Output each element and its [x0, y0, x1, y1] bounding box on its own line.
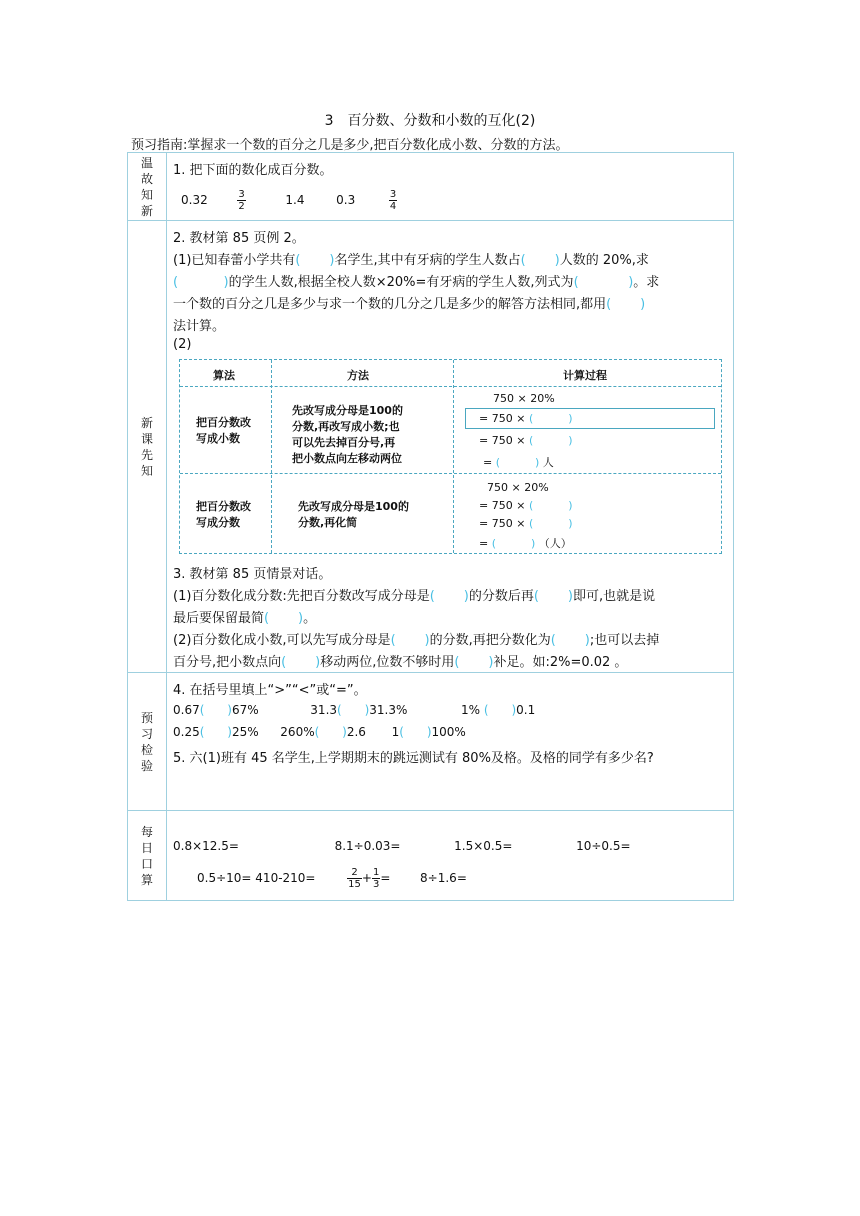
- row1-method-b: 分数,再改写成小数;也: [292, 420, 400, 433]
- paragraph-2-2-label: (2): [173, 337, 192, 352]
- question-3: 3. 教材第 85 页情景对话。: [173, 567, 332, 582]
- section-check: [128, 673, 734, 811]
- fraction-3-4: $\frac{3}{4}$: [389, 189, 397, 212]
- row2-expr-3: = 750 × ( ): [479, 517, 573, 530]
- row1-algorithm-a: 把百分数改: [196, 416, 251, 429]
- page-title: 3 百分数、分数和小数的互化(2): [324, 113, 536, 129]
- section-new: [128, 221, 734, 673]
- paragraph-2-1-line2: ( )的学生人数,根据全校人数×20%=有牙病的学生人数,列式为( )。求: [173, 275, 660, 290]
- compare-row-1: 0.67( )67% 31.3( )31.3% 1% ( )0.1: [173, 703, 536, 717]
- question-2: 2. 教材第 85 页例 2。: [173, 231, 305, 246]
- worksheet-table: [127, 152, 734, 901]
- paragraph-3-2-line1: (2)百分数化成小数,可以先写成分母是( )的分数,再把分数化为( );也可以去掉: [173, 633, 660, 648]
- row1-expr-2: = 750 × ( ): [479, 412, 573, 425]
- row1-method-a: 先改写成分母是100的: [292, 404, 403, 417]
- paragraph-3-1-line2: 最后要保留最简( )。: [173, 611, 317, 626]
- row2-expr-4: = ( ) （人）: [479, 537, 572, 550]
- number-0-32: 0.32: [181, 193, 208, 207]
- row2-expr-2: = 750 × ( ): [479, 499, 573, 512]
- side-label-review: 温故知新: [128, 153, 167, 221]
- number-0-3: 0.3: [336, 193, 356, 207]
- row1-method-c: 可以先去掉百分号,再: [292, 436, 396, 449]
- review-numbers: [181, 189, 397, 212]
- paragraph-2-1-line3: 一个数的百分之几是多少与求一个数的几分之几是多少的解答方法相同,都用( ): [173, 297, 646, 312]
- section-review: [128, 153, 734, 221]
- question-4: 4. 在括号里填上“>”“<”或“=”。: [173, 683, 367, 698]
- row2-algorithm-a: 把百分数改: [196, 500, 251, 513]
- row1-expr-1: 750 × 20%: [493, 392, 555, 405]
- side-label-new: 新课先知: [128, 221, 167, 673]
- section-daily: [128, 811, 734, 901]
- header-algorithm: 算法: [213, 369, 235, 382]
- paragraph-3-2-line2: 百分号,把小数点向( )移动两位,位数不够时用( )补足。如:2%=0.02 。: [173, 655, 628, 670]
- header-process: 计算过程: [563, 369, 607, 382]
- row1-expr-3: = 750 × ( ): [479, 434, 573, 447]
- mental-row-2: 0.5÷10= 410-210= $\frac{2}{15}$ + $\frac{1}{3}$ = 8÷1.6=: [197, 867, 467, 890]
- side-label-check: 预习检验: [128, 673, 167, 811]
- row1-method-d: 把小数点向左移动两位: [292, 452, 402, 465]
- daily-body: [167, 811, 734, 901]
- row2-algorithm-b: 写成分数: [196, 516, 240, 529]
- algorithm-table: [179, 359, 722, 554]
- row2-expr-1: 750 × 20%: [487, 481, 549, 494]
- row2-method-a: 先改写成分母是100的: [298, 500, 409, 513]
- row1-algorithm-b: 写成小数: [196, 432, 240, 445]
- fraction-3-2: $\frac{3}{2}$: [238, 189, 245, 212]
- fraction-2-15: $\frac{2}{15}$: [348, 867, 361, 890]
- check-body: [167, 673, 734, 811]
- mental-row-1: 0.8×12.5= 8.1÷0.03= 1.5×0.5= 10÷0.5=: [173, 839, 631, 853]
- paragraph-3-1-line1: (1)百分数化成分数:先把百分数改写成分母是( )的分数后再( )即可,也就是说: [173, 589, 656, 604]
- compare-row-2: 0.25( )25% 260%( )2.6 1( )100%: [173, 725, 466, 739]
- number-1-4: 1.4: [285, 193, 305, 207]
- row2-method-b: 分数,再化简: [298, 516, 358, 529]
- question-5: 5. 六(1)班有 45 名学生,上学期期末的跳远测试有 80%及格。及格的同学有多少名?: [173, 751, 654, 766]
- paragraph-2-1-line1: (1)已知春蕾小学共有( )名学生,其中有牙病的学生人数占( )人数的 20%,求: [173, 253, 649, 268]
- fraction-1-3: $\frac{1}{3}$: [372, 867, 380, 890]
- review-body: [167, 153, 734, 221]
- row1-expr-4: = ( ) 人: [483, 456, 554, 469]
- header-method: 方法: [347, 369, 369, 382]
- new-body: [167, 221, 734, 673]
- paragraph-2-1-line4: 法计算。: [173, 319, 226, 334]
- preview-guide: 预习指南:掌握求一个数的百分之几是多少,把百分数化成小数、分数的方法。: [131, 138, 569, 153]
- side-label-daily: 每日口算: [128, 811, 167, 901]
- question-1: 1. 把下面的数化成百分数。: [173, 163, 333, 178]
